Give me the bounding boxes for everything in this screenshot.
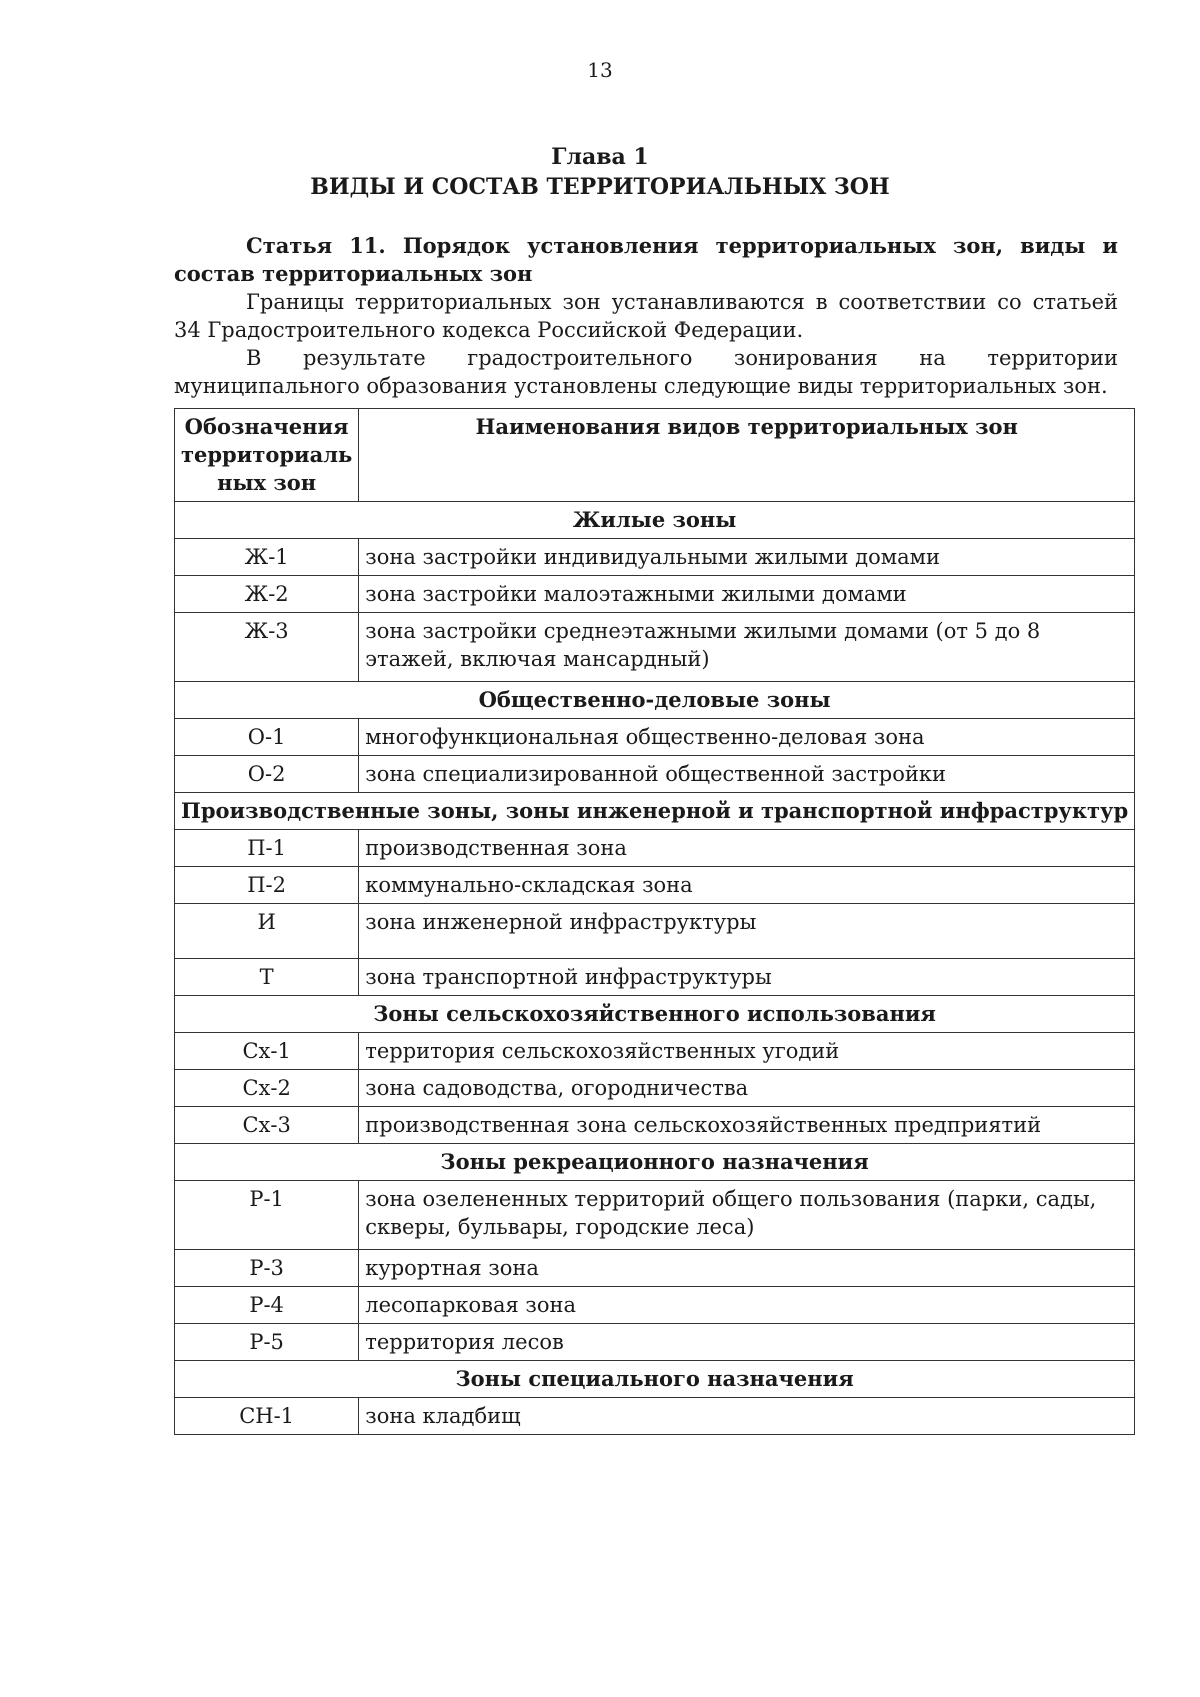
header-name: Наименования видов территориальных зон bbox=[359, 409, 1135, 502]
group-row bbox=[175, 1144, 1135, 1181]
group-row bbox=[175, 682, 1135, 719]
zone-name: зона транспортной инфраструктуры bbox=[359, 959, 1135, 996]
zone-name: зона застройки индивидуальными жилыми домами bbox=[359, 539, 1135, 576]
article-title: Статья 11. Порядок установления территориальных зон, виды и состав территориальных зон bbox=[174, 233, 1118, 286]
group-row bbox=[175, 996, 1135, 1033]
zone-name: многофункциональная общественно-деловая зона bbox=[359, 719, 1135, 756]
group-row bbox=[175, 793, 1135, 830]
zone-code: Р-5 bbox=[175, 1324, 359, 1361]
table-row bbox=[175, 959, 1135, 996]
zone-name: территория сельскохозяйственных угодий bbox=[359, 1033, 1135, 1070]
zone-name: коммунально-складская зона bbox=[359, 867, 1135, 904]
table-row bbox=[175, 904, 1135, 959]
table-row bbox=[175, 1070, 1135, 1107]
group-title: Общественно-деловые зоны bbox=[175, 682, 1135, 719]
table-row bbox=[175, 576, 1135, 613]
zone-name: лесопарковая зона bbox=[359, 1287, 1135, 1324]
table-row bbox=[175, 867, 1135, 904]
header-code: Обозначения территориаль ных зон bbox=[175, 409, 359, 502]
zone-name: зона застройки среднеэтажными жилыми домами (от 5 до 8 этажей, включая мансардный) bbox=[359, 613, 1135, 682]
zone-code: Т bbox=[175, 959, 359, 996]
table-row bbox=[175, 1398, 1135, 1435]
zone-name: зона озелененных территорий общего пользования (парки, сады, скверы, бульвары, городские леса) bbox=[359, 1181, 1135, 1250]
page-number: 13 bbox=[587, 58, 613, 82]
zone-code: Сх-3 bbox=[175, 1107, 359, 1144]
zones-table bbox=[174, 408, 1135, 1435]
group-row bbox=[175, 502, 1135, 539]
chapter-heading bbox=[0, 142, 1200, 202]
table-row bbox=[175, 1181, 1135, 1250]
table-row bbox=[175, 539, 1135, 576]
zone-code: Р-1 bbox=[175, 1181, 359, 1250]
article-content bbox=[174, 232, 1129, 1435]
table-row bbox=[175, 719, 1135, 756]
table-row bbox=[175, 1250, 1135, 1287]
zone-code: Сх-2 bbox=[175, 1070, 359, 1107]
zone-code: Ж-1 bbox=[175, 539, 359, 576]
article-paragraph-1: Границы территориальных зон устанавливаются в соответствии со статьей 34 Градостроительного кодекса Российской Федерации. bbox=[174, 290, 1118, 342]
article-paragraph-2-line-2: муниципального образования установлены следующие виды территориальных зон. bbox=[174, 374, 1108, 398]
zone-code: П-2 bbox=[175, 867, 359, 904]
zone-name: зона специализированной общественной застройки bbox=[359, 756, 1135, 793]
table-row bbox=[175, 1287, 1135, 1324]
chapter-title: ВИДЫ И СОСТАВ ТЕРРИТОРИАЛЬНЫХ ЗОН bbox=[310, 174, 890, 200]
table-row bbox=[175, 756, 1135, 793]
zone-code: Р-4 bbox=[175, 1287, 359, 1324]
group-title: Зоны рекреационного назначения bbox=[175, 1144, 1135, 1181]
zone-code: Ж-3 bbox=[175, 613, 359, 682]
zone-code: О-1 bbox=[175, 719, 359, 756]
zone-code: О-2 bbox=[175, 756, 359, 793]
zone-name: зона садоводства, огородничества bbox=[359, 1070, 1135, 1107]
table-row bbox=[175, 830, 1135, 867]
zone-name: зона инженерной инфраструктуры bbox=[359, 904, 1135, 959]
zone-code: Р-3 bbox=[175, 1250, 359, 1287]
zone-name: зона кладбищ bbox=[359, 1398, 1135, 1435]
table-row bbox=[175, 1033, 1135, 1070]
zone-code: П-1 bbox=[175, 830, 359, 867]
zone-name: курортная зона bbox=[359, 1250, 1135, 1287]
group-title: Зоны специального назначения bbox=[175, 1361, 1135, 1398]
group-title: Производственные зоны, зоны инженерной и транспортной инфраструктур bbox=[175, 793, 1135, 830]
article-paragraph-2-line-1: В результате градостроительного зонирования на территории bbox=[246, 346, 1118, 370]
zone-code: СН-1 bbox=[175, 1398, 359, 1435]
group-title: Жилые зоны bbox=[175, 502, 1135, 539]
table-row bbox=[175, 1107, 1135, 1144]
table-row bbox=[175, 1324, 1135, 1361]
zone-name: зона застройки малоэтажными жилыми домами bbox=[359, 576, 1135, 613]
zone-code: Сх-1 bbox=[175, 1033, 359, 1070]
group-row bbox=[175, 1361, 1135, 1398]
chapter-label: Глава 1 bbox=[551, 144, 649, 170]
table-row bbox=[175, 613, 1135, 682]
zone-name: производственная зона bbox=[359, 830, 1135, 867]
zone-name: производственная зона сельскохозяйственных предприятий bbox=[359, 1107, 1135, 1144]
table-header-row bbox=[175, 409, 1135, 502]
zone-code: Ж-2 bbox=[175, 576, 359, 613]
group-title: Зоны сельскохозяйственного использования bbox=[175, 996, 1135, 1033]
zone-code: И bbox=[175, 904, 359, 959]
zone-name: территория лесов bbox=[359, 1324, 1135, 1361]
